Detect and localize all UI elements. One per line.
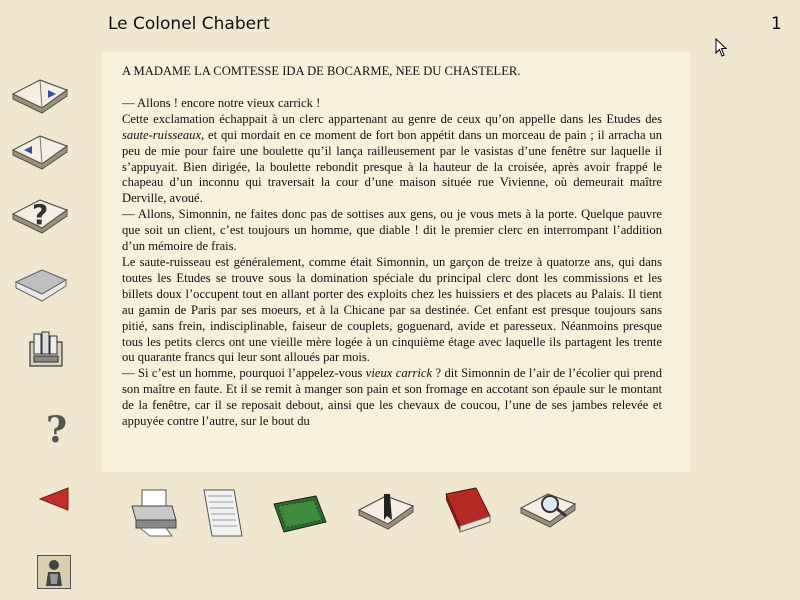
author-portrait-icon[interactable] (37, 555, 71, 589)
help-icon[interactable] (42, 408, 76, 448)
paragraph: — Si c’est un homme, pourquoi l’appelez-vous vieux carrick ? dit Simonnin de l’air de l’écolier qui prend son maître en faute. Et il se remit à manger son pain et son fromage en accotant son épaule sur le montant de la fenêtre, car il se reposait debout, ainsi que les chevaux de coucou, l’une de ses jambes relevée et appuyée contre l’autre, sur le bout du (122, 366, 662, 429)
next-page-icon[interactable] (10, 74, 70, 116)
bookmark-icon[interactable] (356, 490, 416, 534)
document-icon[interactable] (198, 486, 248, 540)
notes-folder-icon[interactable] (270, 492, 330, 536)
printer-icon[interactable] (126, 486, 180, 538)
mouse-cursor-icon (715, 38, 729, 58)
book-title: Le Colonel Chabert (108, 14, 270, 34)
paragraph: Le saute-ruisseau est généralement, comme était Simonnin, un garçon de treize à quatorze ans, qui dans toutes les Etudes se trouve sous la domination spéciale du principal clerc dont les commissions et les billets doux l’occupent tout en allant porter des exploits chez les huissiers et des placets au Palais. Il tient au gamin de Paris par ses moeurs, et à la Chicane par sa destinée. Cet enfant est presque toujours sans pitié, sans frein, indisciplinable, faiseur de couplets, goguenard, avide et paresseux. Néanmoins presque tous les petits clercs ont une vieille mère logée à un cinquième étage avec laquelle ils partagent les trente ou quarante francs qui leur sont alloués par mois. (122, 254, 662, 365)
reading-pane[interactable] (102, 52, 690, 472)
page-number: 1 (771, 14, 782, 34)
dedication: A MADAME LA COMTESSE IDA DE BOCARME, NEE DU CHASTELER. (122, 64, 521, 78)
svg-text:?: ? (32, 198, 49, 231)
help-book-icon[interactable] (10, 194, 70, 238)
paragraph: — Allons ! encore notre vieux carrick ! (122, 95, 321, 110)
paragraph: Cette exclamation échappait à un clerc appartenant au genre de ceux qu’on appelle dans les Etudes des saute-ruisseaux, et qui mordait en ce moment de fort bon appétit dans un morceau de pain ; il arracha un peu de mie pour faire une boulette qu’il lança railleusement par le vasistas d’une fenêtre sur laquelle il s’appuyait. Bien dirigée, la boulette rebondit presque à la hauteur de la croisée, après avoir frappé le chapeau d’un inconnu qui traversait la cour d’une maison située rue Vivienne, où demeurait maître Derville, avoué. (122, 111, 662, 206)
paragraph: — Allons, Simonnin, ne faites donc pas de sottises aux gens, ou je vous mets à la porte. Quelque pauvre que soit un client, c’est toujours un homme, que diable ! dit le premier clerc en interrompant l’addition d’un mémoire de frais. (122, 207, 662, 254)
close-book-icon[interactable] (12, 264, 70, 306)
red-book-icon[interactable] (440, 486, 496, 534)
library-icon[interactable] (24, 328, 68, 372)
book-text (122, 64, 662, 460)
search-icon[interactable] (518, 486, 578, 532)
previous-page-icon[interactable] (10, 130, 70, 172)
svg-text:?: ? (46, 409, 68, 448)
back-arrow-icon[interactable] (38, 486, 70, 512)
